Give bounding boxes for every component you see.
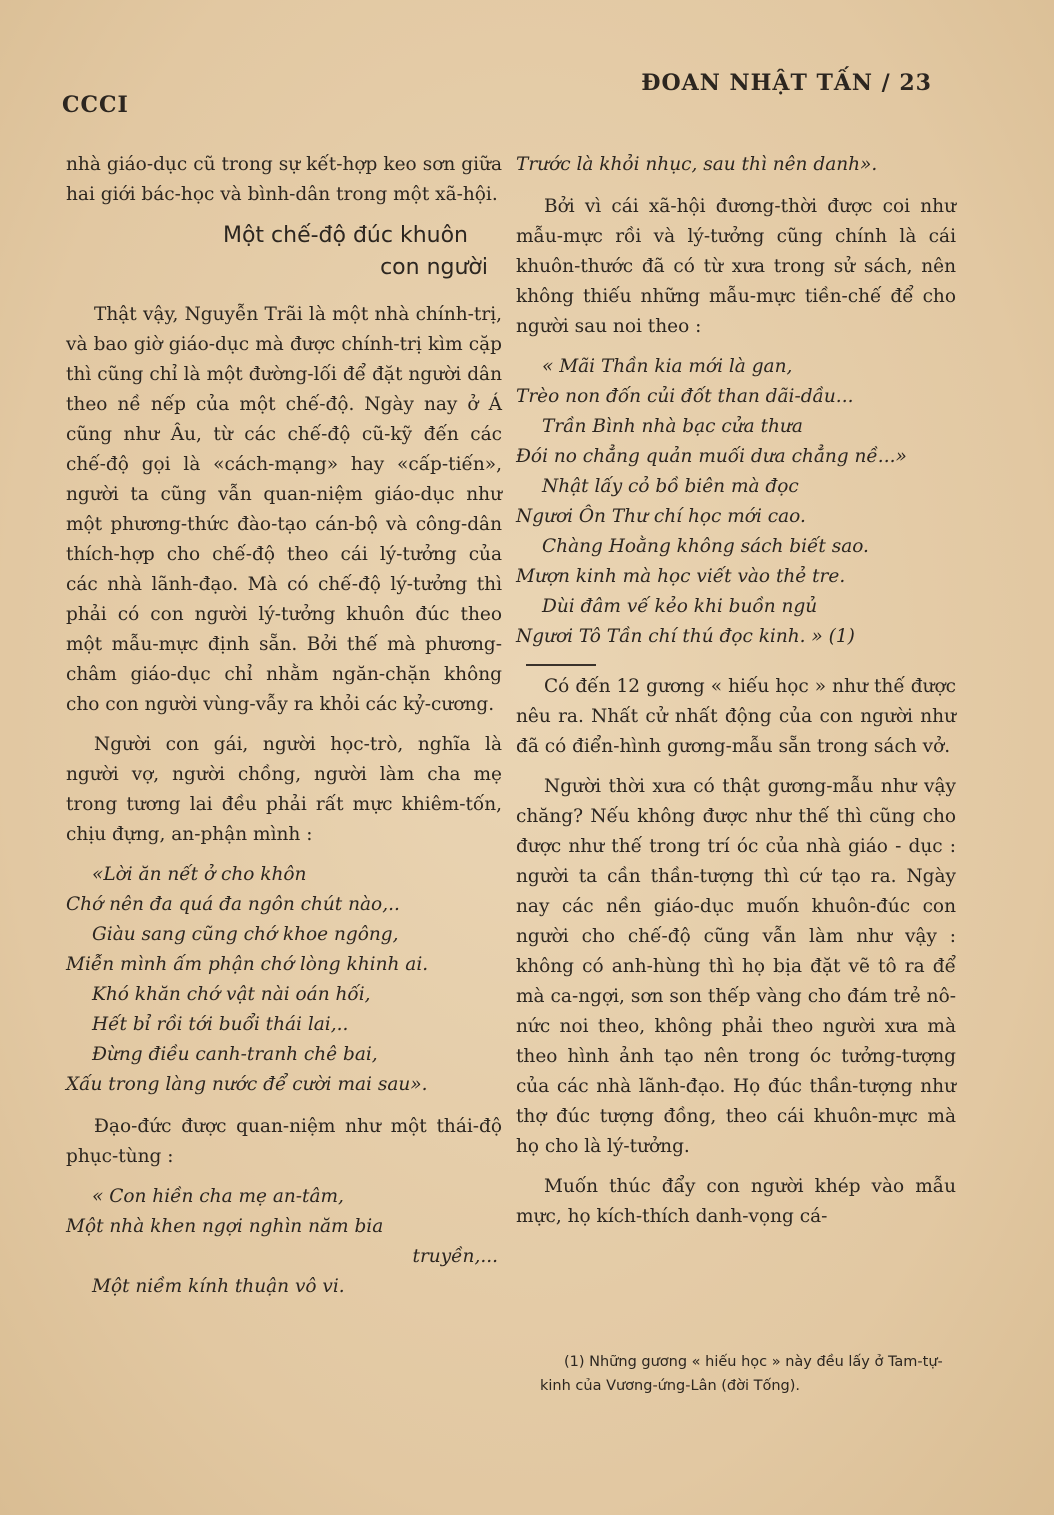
poem-line: Trần Bình nhà bạc cửa thưa <box>542 416 803 437</box>
poem-line: truyền,... <box>412 1246 498 1267</box>
poem-line: Chớ nên đa quá đa ngôn chút nào,.. <box>66 894 400 915</box>
poem-line: Đừng điều canh-tranh chê bai, <box>92 1044 378 1065</box>
poem-line: Giàu sang cũng chớ khoe ngông, <box>92 924 399 945</box>
paragraph: Người con gái, người học-trò, nghĩa là người vợ, người chồng, người làm cha mẹ trong tương lai đều phải rất mực khiêm-tốn, chịu đựng, an-phận mình : <box>66 734 502 845</box>
right-column <box>516 150 956 1242</box>
paragraph: nhà giáo-dục cũ trong sự kết-hợp keo sơn giữa hai giới bác-học và bình-dân trong một xã-hội. <box>66 154 502 205</box>
poem-line: Một nhà khen ngợi nghìn năm bia <box>66 1216 384 1237</box>
poem-quote <box>66 1182 502 1302</box>
paragraph: Bởi vì cái xã-hội đương-thời được coi như mẫu-mực rồi và lý-tưởng cũng chính là cái khuôn-thước đã có từ xưa trong sử sách, nên không thiếu những mẫu-mực tiền-chế để cho người sau noi theo : <box>516 196 956 337</box>
poem-quote <box>66 860 502 1100</box>
running-header: ĐOAN NHẬT TẤN / 23 <box>641 70 932 96</box>
poem-line: Ngươi Tô Tần chí thú đọc kinh. » (1) <box>516 626 855 647</box>
heading-line: con người <box>380 255 488 280</box>
poem-line: Ngươi Ôn Thư chí học mới cao. <box>516 506 806 527</box>
poem-line: Nhật lấy cỏ bồ biên mà đọc <box>542 476 799 497</box>
paragraph: Người thời xưa có thật gương-mẫu như vậy chăng? Nếu không được như thế thì cũng cho được như thế trong trí óc của nhà giáo - dục : người ta cần thần-tượng thì cứ tạo ra. Ngày nay các nền giáo-dục muốn khuôn-đúc con người cho chế-độ cũng vẫn làm như vậy : không có anh-hùng thì họ bịa đặt vẽ tô ra để mà ca-ngợi, sơn son thếp vàng cho đám trẻ nô-nức noi theo, không phải theo người xưa mà theo hình ảnh tạo nên trong óc tưởng-tượng của các nhà lãnh-đạo. Họ đúc thần-tượng như thợ đúc tượng đồng, theo cái khuôn-mực mà họ cho là lý-tưởng. <box>516 776 956 1157</box>
footnote: (1) Những gương « hiếu học » này đều lấy ở Tam-tự-kinh của Vương-ứng-Lân (đời Tống). <box>540 1354 943 1394</box>
paragraph: Muốn thúc đẩy con người khép vào mẫu mực, họ kích-thích danh-vọng cá- <box>516 1176 956 1227</box>
poem-line: Trèo non đốn củi đốt than dãi-dầu... <box>516 386 854 407</box>
paragraph: Có đến 12 gương « hiếu học » như thế được nêu ra. Nhất cử nhất động của con người như đã có điển-hình gương-mẫu sẵn trong sách vở. <box>516 676 956 757</box>
section-heading <box>66 220 488 284</box>
poem-line: «Lời ăn nết ở cho khôn <box>92 864 307 885</box>
poem-line: Hết bỉ rồi tới buổi thái lai,.. <box>92 1014 349 1035</box>
poem-line: Chàng Hoằng không sách biết sao. <box>542 536 869 557</box>
poem-line: Mượn kinh mà học viết vào thẻ tre. <box>516 566 846 587</box>
poem-quote <box>516 352 956 652</box>
poem-line: Xấu trong làng nước để cười mai sau». <box>66 1074 428 1095</box>
poem-line: Khó khăn chớ vật nài oán hối, <box>92 984 371 1005</box>
heading-line: Một chế-độ đúc khuôn <box>222 223 468 248</box>
left-column <box>66 150 502 1314</box>
poem-line: Miễn mình ấm phận chớ lòng khinh ai. <box>66 954 429 975</box>
poem-line: « Mãi Thần kia mới là gan, <box>542 356 793 377</box>
poem-line: « Con hiền cha mẹ an-tâm, <box>92 1186 344 1207</box>
poem-line: Đói no chẳng quản muối dưa chẳng nề...» <box>516 446 907 467</box>
poem-line: Dùi đâm vế kẻo khi buồn ngủ <box>542 596 818 617</box>
poem-line: Một niềm kính thuận vô vi. <box>92 1276 345 1297</box>
page-number-roman: CCCI <box>62 92 129 118</box>
paragraph: Đạo-đức được quan-niệm như một thái-độ phục-tùng : <box>66 1116 502 1167</box>
divider-rule <box>526 664 596 666</box>
paragraph: Thật vậy, Nguyễn Trãi là một nhà chính-trị, và bao giờ giáo-dục mà được chính-trị kìm cặp thì cũng chỉ là một đường-lối để đặt người dân theo nề nếp của một chế-độ. Ngày nay ở Á cũng như Âu, từ các chế-độ cũ-kỹ đến các chế-độ gọi là «cách-mạng» hay «cấp-tiến», người ta cũng vẫn quan-niệm giáo-dục như một phương-thức đào-tạo cán-bộ và công-dân thích-hợp cho chế-độ theo cái lý-tưởng của các nhà lãnh-đạo. Mà có chế-độ lý-tưởng thì phải có con người lý-tưởng khuôn đúc theo một mẫu-mực định sẵn. Bởi thế mà phương-châm giáo-dục chỉ nhằm ngăn-chặn không cho con người vùng-vẫy ra khỏi các kỷ-cương. <box>66 304 502 715</box>
poem-line: Trước là khỏi nhục, sau thì nên danh». <box>516 154 878 175</box>
poem-quote <box>516 150 956 180</box>
